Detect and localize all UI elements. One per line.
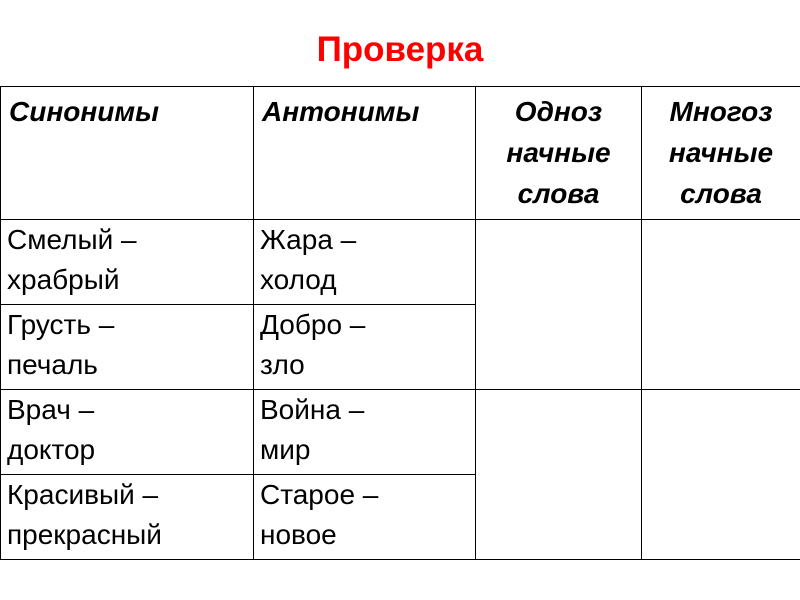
multi-meaning-cell	[642, 390, 800, 560]
synonym-cell	[1, 305, 254, 390]
antonym-cell	[254, 475, 476, 560]
header-multi-line2: начные	[668, 137, 774, 168]
table-row	[1, 390, 800, 475]
antonym-line2: новое	[260, 519, 337, 550]
antonym-cell	[254, 390, 476, 475]
antonym-cell	[254, 305, 476, 390]
antonym-line1: Старое –	[260, 479, 379, 510]
header-synonyms	[1, 87, 254, 220]
single-meaning-cell	[476, 220, 642, 390]
antonym-line2: зло	[260, 349, 305, 380]
synonym-line2: доктор	[7, 434, 96, 465]
header-multi-line1: Многоз	[669, 96, 773, 127]
antonym-line1: Война –	[260, 394, 365, 425]
synonym-cell	[1, 390, 254, 475]
header-multi-line3: слова	[680, 178, 762, 209]
header-antonyms-label: Антонимы	[262, 96, 420, 127]
header-antonyms	[254, 87, 476, 220]
antonym-line1: Добро –	[260, 309, 366, 340]
header-synonyms-label: Синонимы	[9, 96, 159, 127]
header-single-line3: слова	[517, 178, 600, 209]
table-row	[1, 220, 800, 305]
antonym-line2: мир	[260, 434, 311, 465]
synonym-line1: Врач –	[7, 394, 95, 425]
single-meaning-cell	[476, 390, 642, 560]
synonym-line1: Красивый –	[7, 479, 159, 510]
antonym-cell	[254, 220, 476, 305]
synonym-line1: Грусть –	[7, 309, 115, 340]
synonym-line2: храбрый	[7, 264, 120, 295]
antonym-line1: Жара –	[260, 224, 357, 255]
header-single-line2: начные	[506, 137, 611, 168]
synonym-line1: Смелый –	[7, 224, 137, 255]
header-single-meaning	[476, 87, 642, 220]
synonym-cell	[1, 220, 254, 305]
synonym-cell	[1, 475, 254, 560]
synonym-line2: печаль	[7, 349, 98, 380]
table-header-row	[1, 87, 800, 220]
header-multi-meaning	[642, 87, 800, 220]
multi-meaning-cell	[642, 220, 800, 390]
antonym-line2: холод	[260, 264, 337, 295]
synonym-line2: прекрасный	[7, 519, 162, 550]
word-table	[0, 86, 800, 560]
header-single-line1: Одноз	[514, 96, 603, 127]
page-title: Проверка	[316, 30, 484, 69]
